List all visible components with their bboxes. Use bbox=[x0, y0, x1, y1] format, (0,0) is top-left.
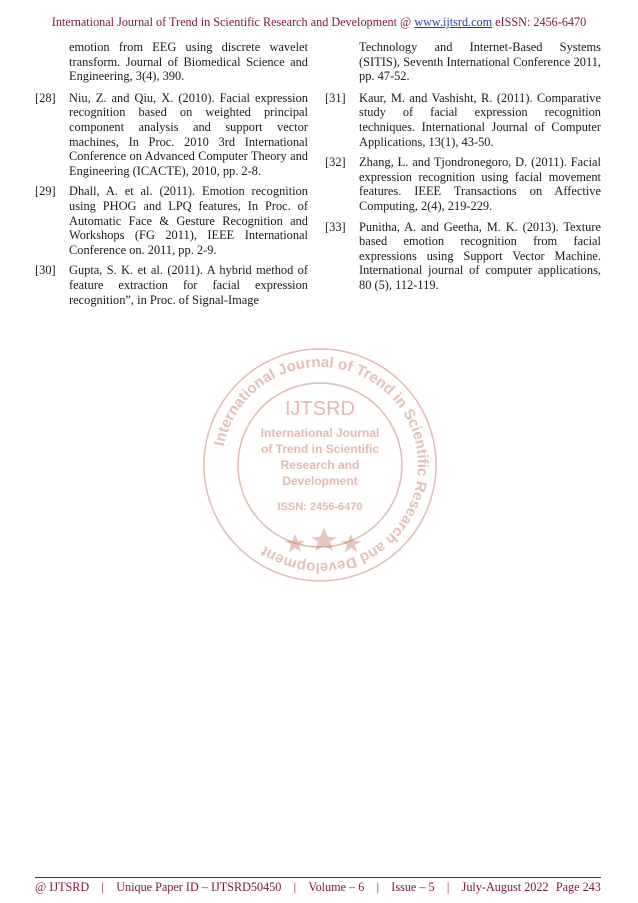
footer-issue: Issue – 5 bbox=[391, 880, 435, 894]
seal-line-3: Research and bbox=[280, 458, 360, 472]
reference-number: [31] bbox=[325, 90, 346, 105]
seal-acronym: IJTSRD bbox=[285, 398, 355, 420]
reference-entry-continued bbox=[35, 40, 308, 84]
seal-line-1: International Journal bbox=[260, 426, 380, 440]
footer-separator: | bbox=[293, 880, 297, 894]
footer-separator: | bbox=[376, 880, 380, 894]
reference-text: Dhall, A. et al. (2011). Emotion recognition using PHOG and LPQ features, In Proc. of Automatic Face & Gesture Recognition and Workshops (FG 2011), IEEE International Conference on. 2011, pp. 2-9. bbox=[69, 184, 308, 257]
reference-entry-32 bbox=[325, 155, 601, 213]
footer-page: Page 243 bbox=[555, 880, 601, 894]
footer-separator: | bbox=[101, 880, 104, 894]
footer-separator: | bbox=[446, 880, 450, 894]
footer-divider bbox=[35, 877, 601, 878]
reference-number: [32] bbox=[325, 155, 346, 170]
reference-entry-31 bbox=[325, 91, 601, 149]
footer-volume: Volume – 6 bbox=[308, 880, 365, 894]
star-icon bbox=[285, 534, 305, 552]
reference-text: Niu, Z. and Qiu, X. (2010). Facial expression recognition based on weighted principal component analysis and support vector machines, In Proc. 2010 3rd International Conference on Advanced Computer Theory and Engineering (ICACTE), 2010, pp. 2-8. bbox=[69, 90, 308, 178]
star-icon bbox=[341, 534, 361, 552]
reference-entry-continued bbox=[325, 40, 601, 84]
seal-stars bbox=[285, 528, 361, 552]
journal-issn: eISSN: 2456-6470 bbox=[492, 15, 587, 29]
footer-date: July-August 2022 bbox=[461, 880, 549, 894]
footer-brand: @ IJTSRD bbox=[35, 880, 90, 894]
seal-line-4: Development bbox=[282, 474, 358, 488]
reference-column-right bbox=[325, 40, 601, 299]
reference-entry-29 bbox=[35, 184, 308, 257]
seal-issn: ISSN: 2456-6470 bbox=[277, 501, 363, 513]
reference-column-left bbox=[35, 40, 308, 313]
reference-entry-30 bbox=[35, 263, 308, 307]
journal-name: International Journal of Trend in Scientific Research and Development @ bbox=[51, 15, 415, 29]
footer-paper-id: Unique Paper ID – IJTSRD50450 bbox=[116, 880, 282, 894]
reference-entry-33 bbox=[325, 220, 601, 293]
reference-number: [29] bbox=[35, 184, 56, 199]
reference-text: Kaur, M. and Vashisht, R. (2011). Comparative study of facial expression recognition techniques. International Journal of Computer Applications, 13(1), 43-50. bbox=[359, 90, 601, 149]
reference-text: emotion from EEG using discrete wavelet transform. Journal of Biomedical Science and Engineering, 3(4), 390. bbox=[69, 40, 308, 84]
reference-text: Punitha, A. and Geetha, M. K. (2013). Texture based emotion recognition from facial expressions using Support Vector Machine. International journal of computer applications, 80 (5), 112-119. bbox=[359, 219, 601, 292]
watermark-seal bbox=[200, 345, 440, 585]
seal-ring-text: International Journal of Trend in Scientific Research and Development bbox=[210, 353, 432, 577]
reference-number: [30] bbox=[35, 263, 56, 278]
reference-number: [28] bbox=[35, 90, 56, 105]
reference-text: Gupta, S. K. et al. (2011). A hybrid method of feature extraction for facial expression recognition”, in Proc. of Signal-Image bbox=[69, 263, 308, 307]
reference-text: Technology and Internet-Based Systems (SITIS), Seventh International Conference 2011, pp. 47-52. bbox=[359, 40, 601, 84]
reference-text: Zhang, L. and Tjondronegoro, D. (2011). Facial expression recognition using facial movement features. IEEE Transactions on Affective Computing, 2(4), 219-229. bbox=[359, 155, 601, 213]
seal-line-2: of Trend in Scientific bbox=[260, 442, 380, 456]
journal-url-link[interactable]: www.ijtsrd.com bbox=[414, 15, 493, 29]
reference-number: [33] bbox=[325, 219, 346, 234]
running-footer bbox=[35, 880, 601, 895]
running-header bbox=[0, 15, 638, 30]
reference-entry-28 bbox=[35, 91, 308, 179]
